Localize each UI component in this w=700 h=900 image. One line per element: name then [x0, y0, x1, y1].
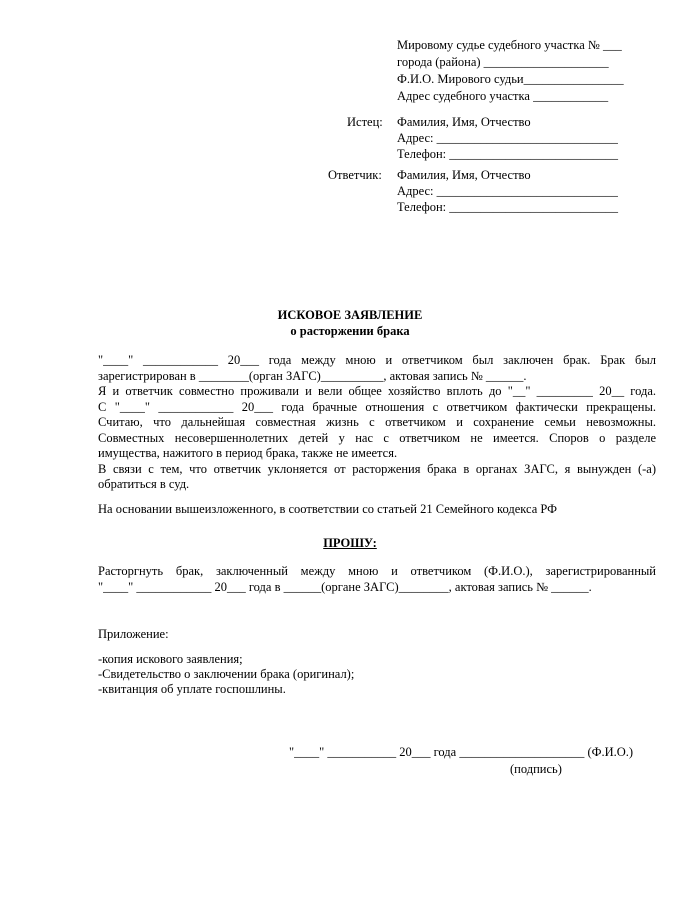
- body-line: обратиться в суд.: [98, 477, 190, 491]
- defendant-address: Адрес: _____________________________: [397, 184, 618, 198]
- attachment-item: -копия искового заявления;: [98, 652, 243, 666]
- attachment-item: -Свидетельство о заключении брака (оригинал);: [98, 667, 355, 681]
- signature-line: "____" ___________ 20___ года ____________________ (Ф.И.О.): [289, 745, 634, 759]
- plaintiff-address: Адрес: _____________________________: [397, 131, 618, 145]
- body-line: С "____" ____________ 20___ года брачные отношения с ответчиком фактически прекращены.: [98, 399, 656, 414]
- signature-caption: (подпись): [510, 762, 562, 776]
- defendant-label: Ответчик:: [328, 168, 382, 182]
- body-line: зарегистрирован в ________(орган ЗАГС)__________, актовая запись № ______.: [98, 368, 527, 383]
- body-line: В связи с тем, что ответчик уклоняется от расторжения брака в органах ЗАГС, я вынужден (-а): [98, 461, 656, 476]
- body-line: Я и ответчик совместно проживали и вели общее хозяйство вплоть до "__" _________ 20__ года.: [98, 384, 656, 398]
- attachments-heading: Приложение:: [98, 627, 169, 641]
- request-heading: ПРОШУ:: [323, 536, 377, 550]
- document-title: ИСКОВОЕ ЗАЯВЛЕНИЕ: [277, 308, 423, 322]
- plaintiff-name: Фамилия, Имя, Отчество: [397, 115, 531, 129]
- body-line: имущества, нажитого в период брака, также не имеется.: [98, 446, 398, 460]
- body-line: "____" ____________ 20___ года между мною и ответчиком был заключен брак. Брак был: [98, 353, 656, 367]
- defendant-name: Фамилия, Имя, Отчество: [397, 168, 531, 182]
- plaintiff-label: Истец:: [347, 115, 383, 129]
- body-line: Считаю, что дальнейшая совместная жизнь с ответчиком и сохранение семьи невозможны.: [98, 415, 656, 429]
- addressee-address: Адрес судебного участка ____________: [397, 89, 609, 103]
- addressee-city: города (района) ____________________: [397, 55, 609, 69]
- request-line: Расторгнуть брак, заключенный между мною и ответчиком (Ф.И.О.), зарегистрированный: [98, 564, 656, 578]
- plaintiff-phone: Телефон: ___________________________: [397, 147, 619, 161]
- addressee-judge: Ф.И.О. Мирового судьи________________: [397, 72, 624, 86]
- addressee-court: Мировому судье судебного участка № ___: [397, 38, 622, 52]
- legal-basis: На основании вышеизложенного, в соответствии со статьей 21 Семейного кодекса РФ: [98, 502, 558, 516]
- document-subtitle: о расторжении брака: [290, 324, 410, 338]
- attachment-item: -квитанция об уплате госпошлины.: [98, 682, 286, 696]
- claim-body: [98, 353, 656, 493]
- request-line: "____" ____________ 20___ года в ______(органе ЗАГС)________, актовая запись № ______.: [98, 579, 592, 594]
- body-line: Совместных несовершеннолетних детей у нас с ответчиком не имеется. Споров о разделе: [98, 430, 656, 445]
- defendant-phone: Телефон: ___________________________: [397, 200, 619, 214]
- request-body: [98, 564, 656, 595]
